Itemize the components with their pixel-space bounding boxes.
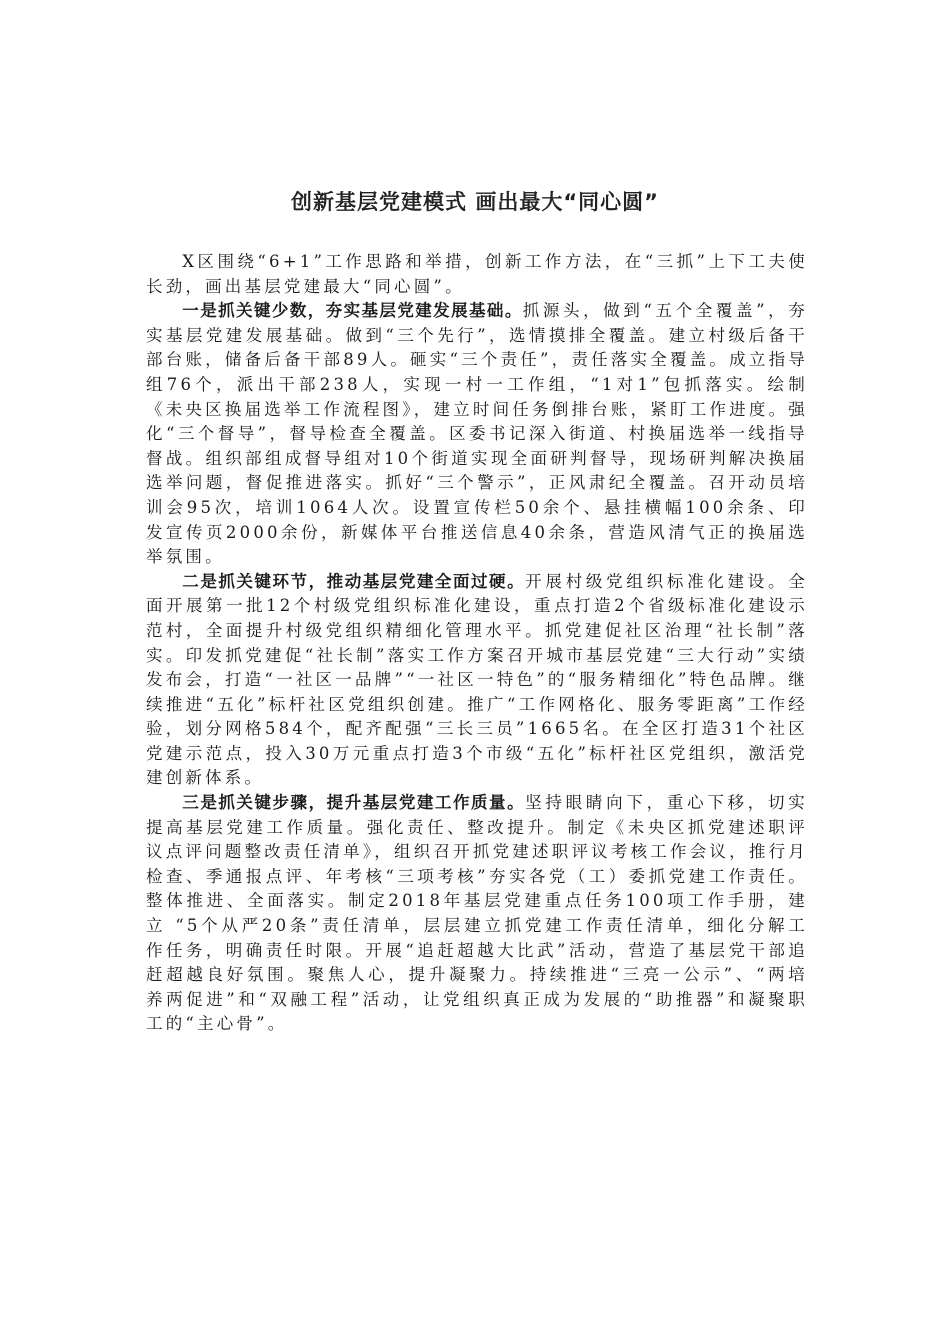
document-title: 创新基层党建模式 画出最大“同心圆”	[291, 190, 659, 214]
section-text-2: 开展村级党组织标准化建设。全面开展第一批12个村级党组织标准化建设，重点打造2个省级标准化建设示范村，全面提升村级党组织精细化管理水平。抓党建促社区治理“社长制”落实。印发抓党建促“社长制”落实工作方案召开城市基层党建“三大行动”实绩发布会，打造“一社区一品牌”“一社区一特色”的“服务精细化”特色品牌。继续推进“五化”标杆社区党组织创建。推广“工作网格化、服务零距离”工作经验，划分网格584个，配齐配强“三长三员”1665名。在全区打造31个社区党建示范点，投入30万元重点打造3个市级“五化”标杆社区党组织，激活党建创新体系。	[146, 571, 808, 788]
section-lead-3: 三是抓关键步骤，提升基层党建工作质量。	[182, 793, 526, 813]
section-text-3: 坚持眼睛向下，重心下移，切实提高基层党建工作质量。强化责任、整改提升。制定《未央区抓党建述职评议点评问题整改责任清单》，组织召开抓党建述职评议考核工作会议，推行月检查、季通报点评、年考核“三项考核”夯实各党（工）委抓党建工作责任。整体推进、全面落实。制定2018年基层党建重点任务100项工作手册，建立 “5个从严20条”责任清单，层层建立抓党建工作责任清单，细化分解工作任务，明确责任时限。开展“追赶超越大比武”活动，营造了基层党干部追赶超越良好氛围。聚焦人心，提升凝聚力。持续推进“三亮一公示”、“两培养两促进”和“双融工程”活动，让党组织真正成为发展的“助推器”和凝聚职工的“主心骨”。	[146, 793, 808, 1034]
section-lead-1: 一是抓关键少数，夯实基层党建发展基础。	[182, 301, 523, 321]
document-body	[146, 250, 808, 1037]
section-lead-2: 二是抓关键环节，推动基层党建全面过硬。	[182, 571, 526, 591]
section-paragraph-1	[146, 299, 808, 570]
section-text-1: 抓源头，做到“五个全覆盖”，夯实基层党建发展基础。做到“三个先行”，选情摸排全覆盖。建立村级后备干部台账，储备后备干部89人。砸实“三个责任”，责任落实全覆盖。成立指导组76个，派出干部238人，实现一村一工作组，“1对1”包抓落实。绘制《未央区换届选举工作流程图》，建立时间任务倒排台账，紧盯工作进度。强化“三个督导”，督导检查全覆盖。区委书记深入街道、村换届选举一线指导督战。组织部组成督导组对10个街道实现全面研判督导，现场研判解决换届选举问题，督促推进落实。抓好“三个警示”，正风肃纪全覆盖。召开动员培训会95次，培训1064人次。设置宣传栏50余个、悬挂横幅100余条、印发宣传页2000余份，新媒体平台推送信息40余条，营造风清气正的换届选举氛围。	[146, 301, 809, 567]
section-paragraph-2	[146, 570, 808, 791]
intro-paragraph: X区围绕“6+1”工作思路和举措，创新工作方法，在“三抓”上下工夫使长劲，画出基层党建最大“同心圆”。	[146, 252, 808, 296]
section-paragraph-3	[146, 791, 808, 1037]
